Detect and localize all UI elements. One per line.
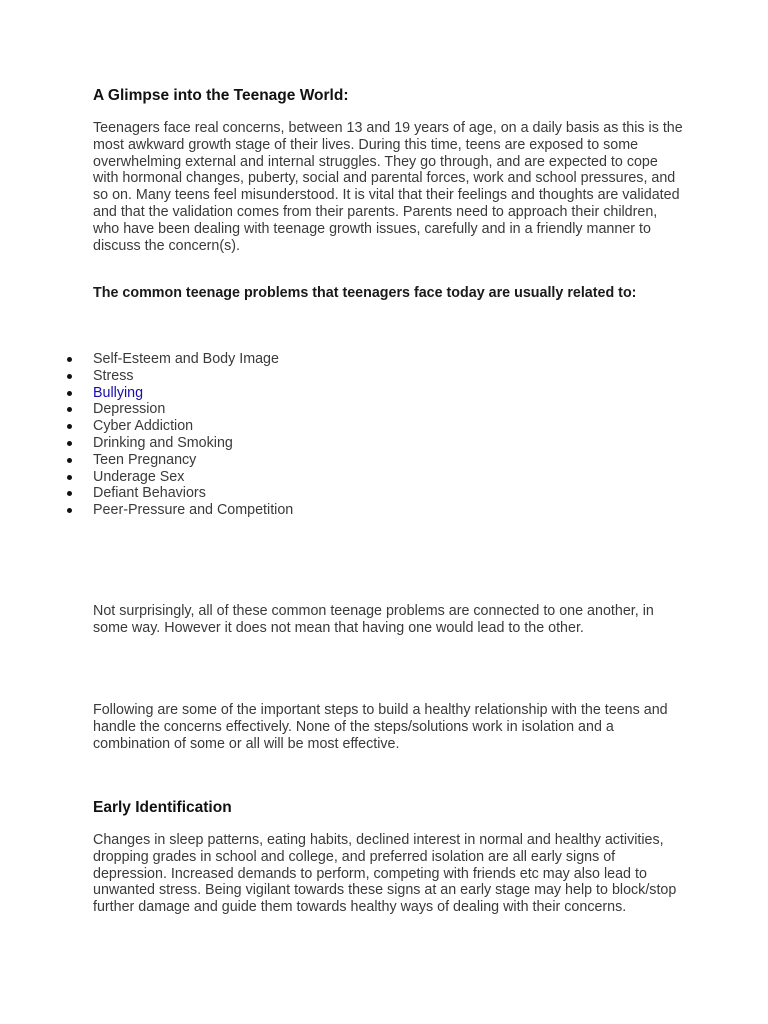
list-item-label: Depression <box>93 401 166 418</box>
list-item <box>0 368 293 385</box>
connected-paragraph: Not surprisingly, all of these common teenage problems are connected to one another, in some way. However it does not mean that having one would lead to the other. <box>93 603 654 636</box>
list-item <box>0 401 293 418</box>
bullet-icon <box>67 491 72 496</box>
bullying-link[interactable]: Bullying <box>93 384 144 401</box>
list-item <box>0 502 293 519</box>
steps-paragraph: Following are some of the important steps to build a healthy relationship with the teens and handle the concerns effectively. None of the steps/solutions work in isolation and a combination of some or all will be most effective. <box>93 702 668 752</box>
problems-heading: The common teenage problems that teenagers face today are usually related to: <box>93 285 637 301</box>
early-identification-paragraph: Changes in sleep patterns, eating habits, declined interest in normal and healthy activities, dropping grades in school and college, and preferred isolation are all early signs of depression. Increased demands to perform, competing with friends etc may also lead to unwanted stress. Being vigilant towards these signs at an early stage may help to block/stop further damage and guide them towards healthy ways of dealing with their concerns. <box>93 832 677 916</box>
list-item-bullying <box>0 385 293 402</box>
list-item-label: Underage Sex <box>93 468 185 485</box>
list-item <box>0 435 293 452</box>
list-item-label: Teen Pregnancy <box>93 451 197 468</box>
list-item-label: Self-Esteem and Body Image <box>93 351 279 367</box>
bullet-icon <box>67 374 72 379</box>
list-item <box>0 485 293 502</box>
page-title: A Glimpse into the Teenage World: <box>93 87 349 104</box>
list-item-label: Stress <box>93 367 134 384</box>
list-item-label: Drinking and Smoking <box>93 434 233 451</box>
list-item-label: Defiant Behaviors <box>93 485 206 502</box>
bullet-icon <box>67 458 72 463</box>
list-item-label: Peer-Pressure and Competition <box>93 502 294 519</box>
bullet-icon <box>67 391 72 396</box>
intro-paragraph: Teenagers face real concerns, between 13 and 19 years of age, on a daily basis as this is the most awkward growth stage of their lives. During this time, teens are exposed to some overwhelming external and internal struggles. They go through, and are expected to cope with hormonal changes, puberty, social and parental forces, work and school pressures, and so on. Many teens feel misunderstood. It is vital that their feelings and thoughts are validated and that the validation comes from their parents. Parents need to approach their children, who have been dealing with teenage growth issues, carefully and in a friendly manner to discuss the concern(s). <box>93 120 683 254</box>
list-item <box>0 418 293 435</box>
list-item <box>0 469 293 486</box>
bullet-icon <box>67 407 72 412</box>
problems-list <box>0 351 293 519</box>
bullet-icon <box>67 508 72 513</box>
bullet-icon <box>67 357 72 362</box>
bullet-icon <box>67 424 72 429</box>
bullet-icon <box>67 475 72 480</box>
list-item-label: Cyber Addiction <box>93 418 194 435</box>
list-item <box>0 452 293 469</box>
list-item <box>0 351 293 368</box>
section-heading-early-identification: Early Identification <box>93 799 232 816</box>
bullet-icon <box>67 441 72 446</box>
